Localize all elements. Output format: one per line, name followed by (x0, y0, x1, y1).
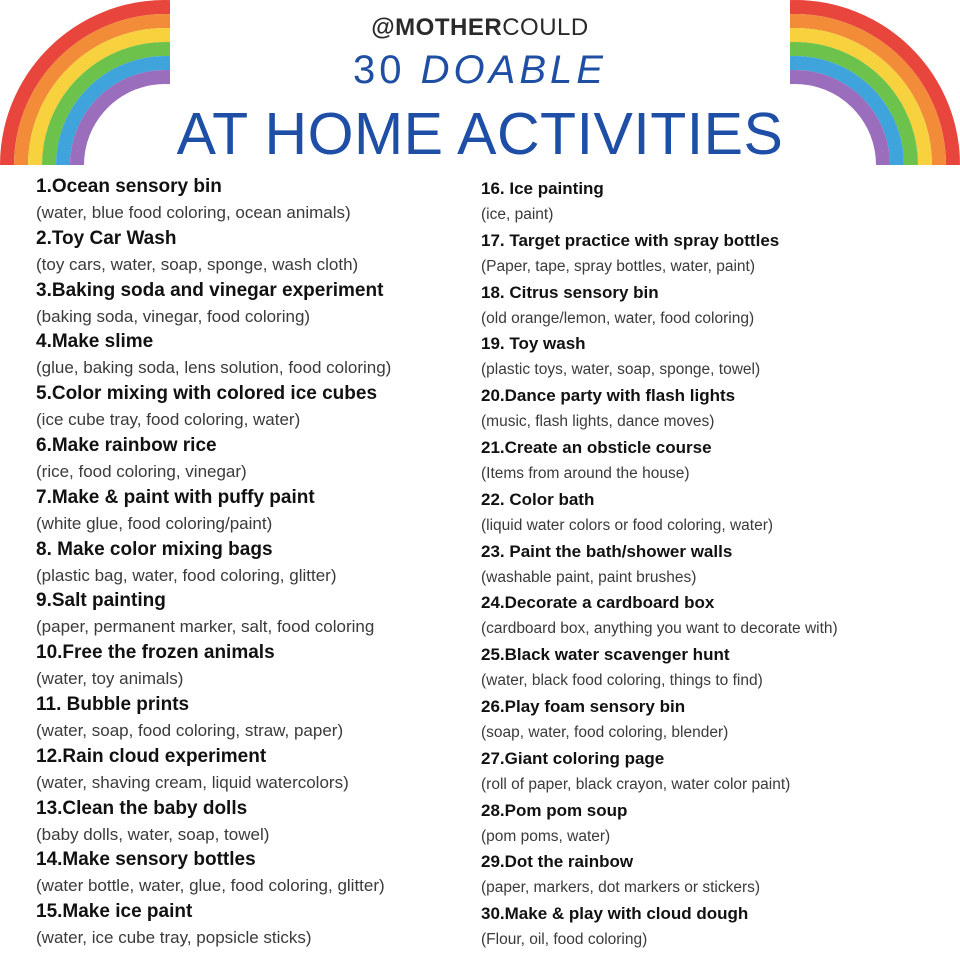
activity-item (36, 899, 466, 951)
activity-item (36, 433, 466, 485)
activity-title: 21.Create an obsticle course (481, 437, 712, 457)
activity-materials: (paper, markers, dot markers or stickers) (481, 879, 761, 897)
activity-title: 30.Make & play with cloud dough (481, 904, 749, 924)
activity-title: 22. Color bath (481, 489, 595, 509)
activity-title: 25.Black water scavenger hunt (481, 645, 730, 665)
activity-list-left (36, 174, 466, 951)
activity-item (36, 278, 466, 330)
activity-title: 2.Toy Car Wash (36, 227, 177, 249)
activity-title: 15.Make ice paint (36, 901, 193, 923)
page-title: AT HOME ACTIVITIES (176, 101, 784, 167)
activity-title: 14.Make sensory bottles (36, 849, 256, 871)
activity-title: 5.Color mixing with colored ice cubes (36, 383, 378, 405)
activity-materials: (baby dolls, water, soap, towel) (36, 824, 270, 844)
activity-materials: (rice, food coloring, vinegar) (36, 461, 247, 481)
activity-item (481, 539, 951, 591)
activity-item (481, 331, 951, 383)
activity-item (36, 174, 466, 226)
activity-materials: (water, ice cube tray, popsicle sticks) (36, 928, 312, 948)
activity-item (36, 847, 466, 899)
activity-title: 23. Paint the bath/shower walls (481, 541, 733, 561)
activity-item (481, 590, 951, 642)
activity-materials: (Flour, oil, food coloring) (481, 931, 648, 949)
activity-materials: (old orange/lemon, water, food coloring) (481, 309, 755, 327)
activity-materials: (water, blue food coloring, ocean animals) (36, 203, 351, 222)
activity-item (36, 329, 466, 381)
activity-materials: (paper, permanent marker, salt, food coloring (36, 617, 375, 637)
activity-materials: (glue, baking soda, lens solution, food coloring) (36, 358, 392, 378)
activity-materials: (toy cars, water, soap, sponge, wash cloth) (36, 254, 359, 274)
activity-materials: (soap, water, food coloring, blender) (481, 723, 729, 741)
activity-title: 24.Decorate a cardboard box (481, 593, 715, 613)
activity-item (481, 849, 951, 901)
activity-item (481, 746, 951, 798)
activity-title: 26.Play foam sensory bin (481, 696, 686, 716)
subtitle-number: 30 (353, 48, 406, 92)
subtitle (0, 48, 960, 93)
activity-item (481, 228, 951, 280)
activity-materials: (liquid water colors or food coloring, water) (481, 516, 774, 534)
activity-item (481, 383, 951, 435)
activity-item (36, 796, 466, 848)
activity-title: 19. Toy wash (481, 334, 586, 354)
handle-light: COULD (502, 14, 589, 41)
activity-item (481, 487, 951, 539)
activity-item (36, 692, 466, 744)
activity-materials: (roll of paper, black crayon, water color paint) (481, 775, 791, 793)
activity-materials: (water bottle, water, glue, food coloring, glitter) (36, 876, 385, 896)
activity-materials: (plastic toys, water, soap, sponge, towel) (481, 361, 761, 379)
activity-item (36, 537, 466, 589)
activity-list-right (481, 176, 951, 953)
activity-materials: (ice cube tray, food coloring, water) (36, 410, 301, 430)
activity-item (481, 694, 951, 746)
activity-title: 11. Bubble prints (36, 693, 190, 715)
activity-title: 8. Make color mixing bags (36, 538, 273, 560)
activity-materials: (water, black food coloring, things to find) (481, 672, 763, 690)
account-handle (0, 14, 960, 42)
activity-item (36, 226, 466, 278)
activity-title: 20.Dance party with flash lights (481, 386, 736, 406)
activity-title: 13.Clean the baby dolls (36, 797, 248, 819)
activity-materials: (water, shaving cream, liquid watercolors) (36, 772, 349, 792)
activity-title: 28.Pom pom soup (481, 800, 628, 820)
activity-item (481, 435, 951, 487)
activity-title: 18. Citrus sensory bin (481, 282, 659, 302)
activity-materials: (baking soda, vinegar, food coloring) (36, 306, 311, 326)
activity-materials: (white glue, food coloring/paint) (36, 513, 273, 533)
handle-bold: @MOTHER (371, 14, 503, 41)
activity-item (36, 640, 466, 692)
activity-materials: (plastic bag, water, food coloring, glitter) (36, 565, 337, 585)
activity-title: 10.Free the frozen animals (36, 642, 275, 664)
activity-item (36, 744, 466, 796)
activity-materials: (Paper, tape, spray bottles, water, paint) (481, 257, 755, 275)
activity-title: 9.Salt painting (36, 590, 166, 612)
activity-item (36, 485, 466, 537)
activity-title: 7.Make & paint with puffy paint (36, 486, 315, 508)
activity-materials: (Items from around the house) (481, 464, 690, 482)
activity-item (481, 280, 951, 332)
activity-title: 3.Baking soda and vinegar experiment (36, 279, 384, 301)
activity-title: 27.Giant coloring page (481, 748, 665, 768)
subtitle-word: DOABLE (420, 48, 607, 92)
activity-title: 29.Dot the rainbow (481, 852, 634, 872)
activity-materials: (ice, paint) (481, 206, 554, 223)
activity-materials: (water, toy animals) (36, 669, 184, 689)
activity-item (481, 176, 951, 228)
activity-title: 16. Ice painting (481, 179, 604, 198)
activity-item (36, 588, 466, 640)
activity-item (481, 642, 951, 694)
activity-materials: (cardboard box, anything you want to decorate with) (481, 620, 838, 638)
activity-materials: (water, soap, food coloring, straw, paper) (36, 720, 344, 740)
activity-materials: (pom poms, water) (481, 827, 611, 845)
activity-title: 1.Ocean sensory bin (36, 176, 222, 197)
activity-title: 12.Rain cloud experiment (36, 745, 267, 767)
activity-item (481, 901, 951, 953)
activity-materials: (washable paint, paint brushes) (481, 568, 697, 586)
activity-item (36, 381, 466, 433)
activity-title: 6.Make rainbow rice (36, 434, 217, 456)
activity-item (481, 798, 951, 850)
activity-materials: (music, flash lights, dance moves) (481, 413, 715, 431)
activity-title: 4.Make slime (36, 331, 154, 353)
activity-title: 17. Target practice with spray bottles (481, 230, 780, 250)
